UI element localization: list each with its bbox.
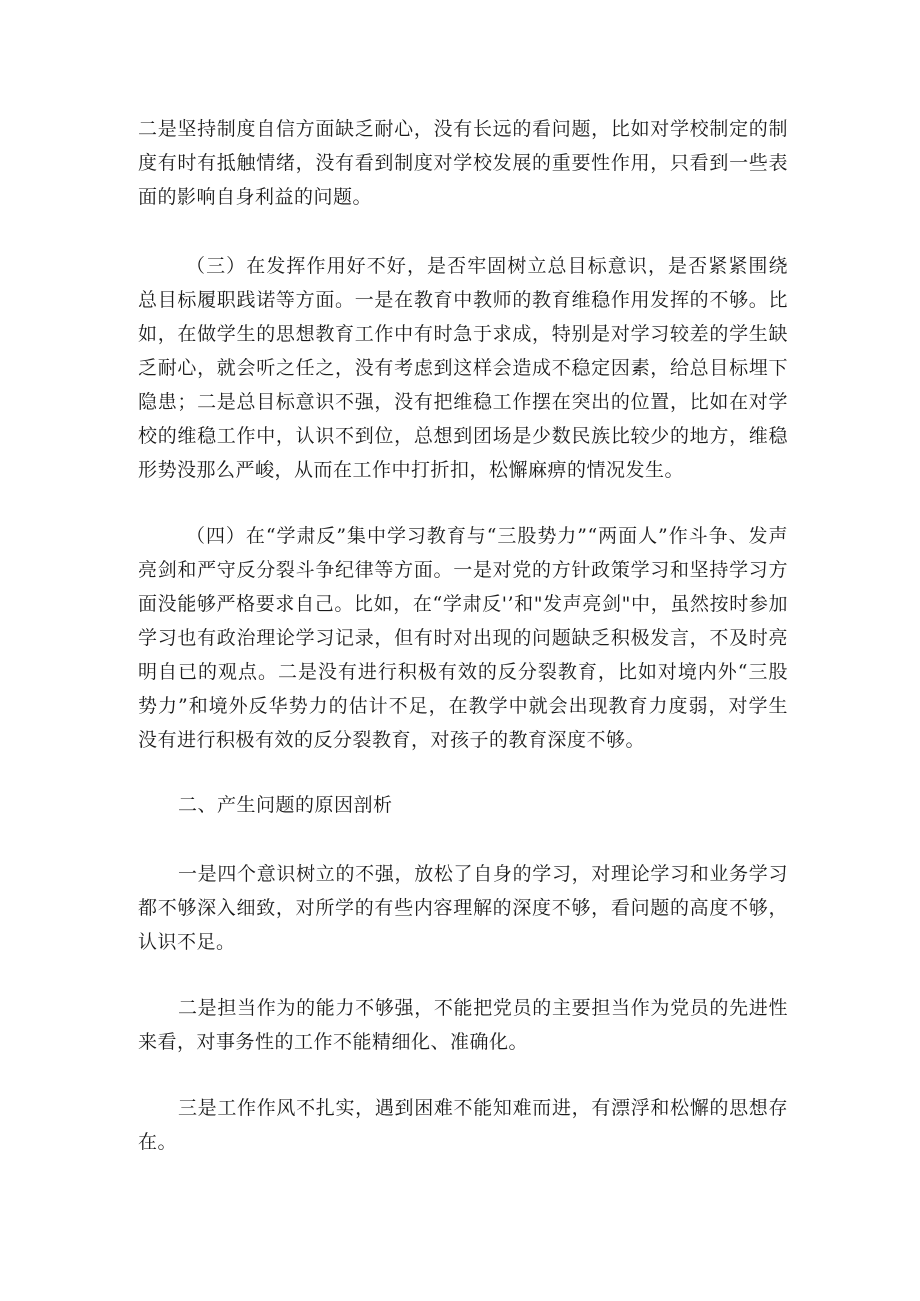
paragraph-cause-one: 一是四个意识树立的不强，放松了自身的学习，对理论学习和业务学习都不够深入细致，对所学的有些内容理解的深度不够，看问题的高度不够，认识不足。: [138, 863, 788, 953]
paragraph-cause-two: 二是担当作为的能力不够强，不能把党员的主要担当作为党员的先进性来看，对事务性的工作不能精细化、准确化。: [138, 997, 788, 1053]
paragraph-institutional-confidence: 二是坚持制度自信方面缺乏耐心，没有长远的看问题，比如对学校制定的制度有时有抵触情绪，没有看到制度对学校发展的重要性作用，只看到一些表面的影响自身利益的问题。: [138, 118, 788, 208]
paragraph-section-three: （三）在发挥作用好不好，是否牢固树立总目标意识，是否紧紧围绕总目标履职践诺等方面。一是在教育中教师的教育维稳作用发挥的不够。比如，在做学生的思想教育工作中有时急于求成，特别是对学习较差的学生缺乏耐心，就会听之任之，没有考虑到这样会造成不稳定因素，给总目标埋下隐患；二是总目标意识不强，没有把维稳工作摆在突出的位置，比如在对学校的维稳工作中，认识不到位，总想到团场是少数民族比较少的地方，维稳形势没那么严峻，从而在工作中打折扣，松懈麻痹的情况发生。: [138, 255, 788, 481]
paragraph-cause-three: 三是工作作风不扎实，遇到困难不能知难而进，有漂浮和松懈的思想存在。: [138, 1097, 788, 1153]
section-heading-cause-analysis: 二、产生问题的原因剖析: [178, 794, 393, 816]
paragraph-section-four: （四）在“学肃反”集中学习教育与“三股势力”“两面人”作斗争、发声亮剑和严守反分裂斗争纪律等方面。一是对党的方针政策学习和坚持学习方面没能够严格要求自己。比如，在“学肃反'’和"发声亮剑"中，虽然按时参加学习也有政治理论学习记录，但有时对出现的问题缺乏积极发言，不及时亮明自已的观点。二是没有进行积极有效的反分裂教育，比如对境内外“三股势力”和境外反华势力的估计不足，在教学中就会出现教育力度弱，对学生没有进行积极有效的反分裂教育，对孩子的教育深度不够。: [138, 525, 788, 751]
page-bottom-margin: [0, 1270, 920, 1301]
